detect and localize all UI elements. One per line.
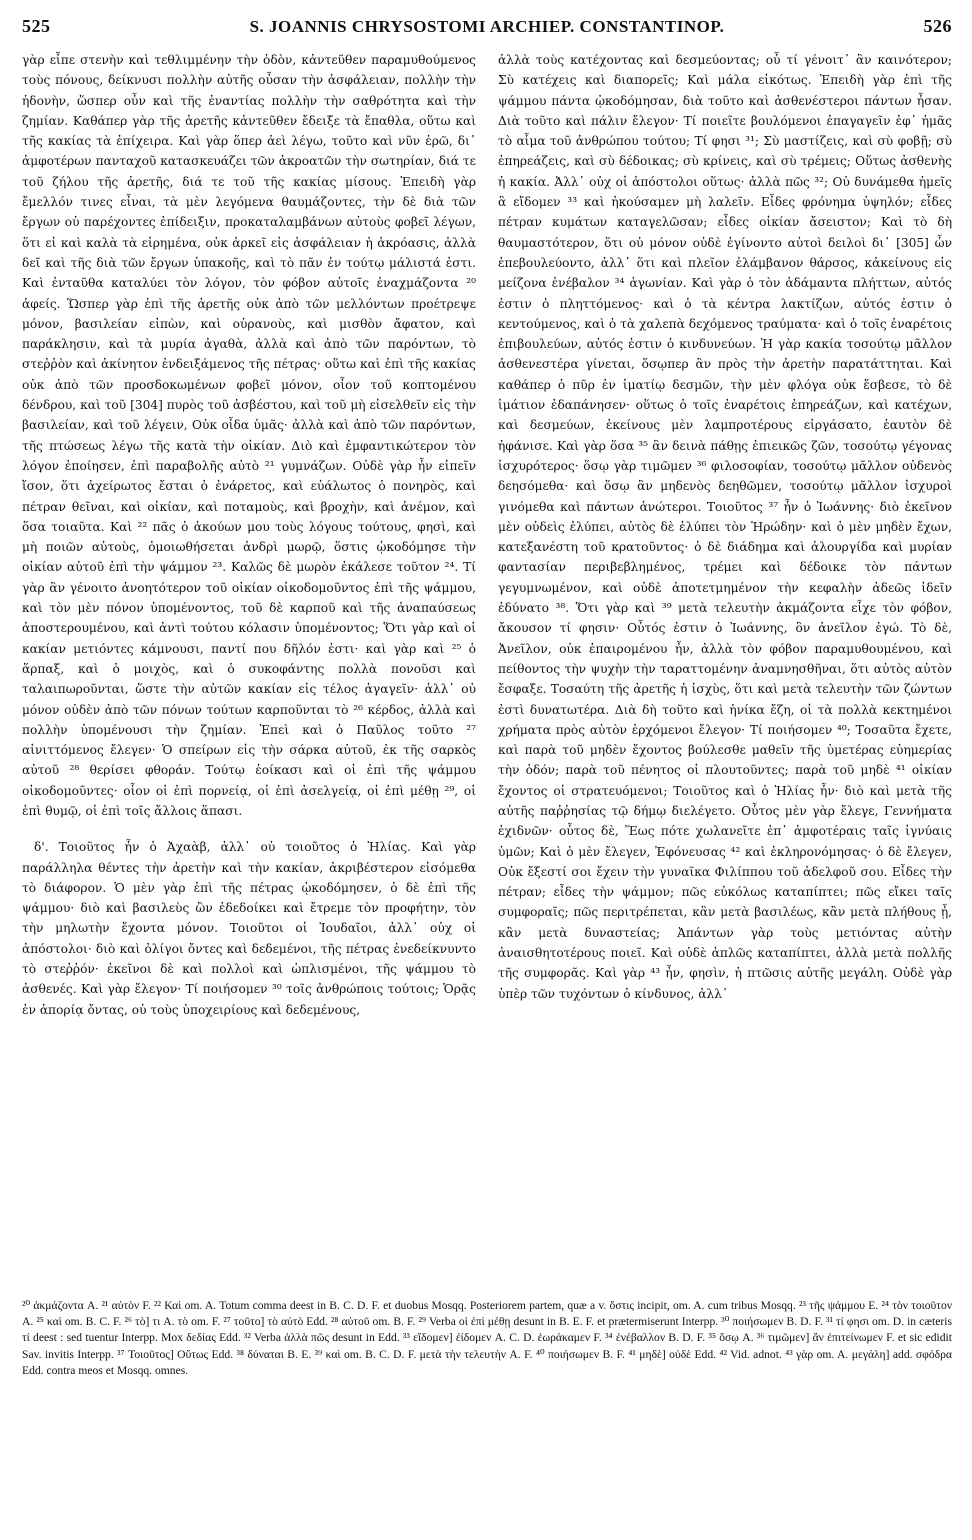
running-title: S. JOANNIS CHRYSOSTOMI ARCHIEP. CONSTANTINOP. — [249, 17, 725, 36]
footnotes: ²⁰ ἀκμάζοντα A. ²¹ αὐτὸν F. ²² Καὶ om. A. Totum comma deest in B. C. D. F. et duobus Mosqq. Posteriorem partem, quæ a v. ὅστις incipit, om. A. cum tribus Mosqq. ²³ τῆς ψάμμου E. ²⁴ τὸν τοιοῦτον A. ²⁵ καὶ om. B. C. F. ²⁶ τὸ] τι A. τὸ om. F. ²⁷ τοῦτο] τὸ αὐτὸ Edd. ²⁸ αὐτοῦ om. B. F. ²⁹ Verba οἱ ἐπὶ μέθῃ desunt in B. E. F. et prætermiserunt Interpp. ³⁰ ποιήσωμεν B. D. F. ³¹ τί φησι om. D. in cæteris τί deest : sed tuentur Interpp. Mox δεδίας Edd. ³² Verba ἀλλὰ πῶς desunt in Edd. ³³ εἴδομεν] ἐίδομεν A. C. D. ἑωράκαμεν F. ³⁴ ἐνέβαλλον B. D. F. ³⁵ ὅσῳ A. ³⁶ τιμῶμεν] ἂν ἐπιτείνωμεν F. et sic edidit Sav. invitis Interpp. ³⁷ Τοιοῦτος] Οὕτως Edd. ³⁸ δύναται B. E. ³⁹ καὶ om. B. C. D. F. μετὰ τὴν τελευτὴν A. F. ⁴⁰ ποιήσωμεν B. F. ⁴¹ μηδὲ] οὐδὲ Edd. ⁴² Vid. adnot. ⁴³ γὰρ om. A. μεγάλη] add. σφόδρα Edd. contra meos et Mosqq. omnes. — [22, 1299, 952, 1377]
left-column — [22, 50, 476, 1294]
right-page-number: 526 — [923, 16, 952, 36]
page — [22, 16, 952, 1526]
right-paragraph-1: ἀλλὰ τοὺς κατέχοντας καὶ δεσμεύοντας; οὗ τί γένοιτ᾽ ἂν καινότερον; Σὺ κατέχεις καὶ διαπορεῖς; Καὶ μάλα εἰκότως. Ἐπειδὴ γὰρ ἐπὶ τῆς ψάμμου πάντα ᾠκοδόμησαν, διὰ τοῦτο καὶ ἀσθενέστεροι πάντων ἦσαν. Διὰ τοῦτο καὶ πάλιν ἔλεγον· Τί ποιεῖτε βουλόμενοι ἐπαγαγεῖν ἐφ᾽ ἡμᾶς τὸ αἷμα τοῦ ἀνθρώπου τούτου; Τί φησι ³¹; Σὺ μαστίζεις, καὶ σὺ φοβῇ; σὺ ἐπηρεάζεις, καὶ σὺ δέδοικας; σὺ κρίνεις, καὶ σὺ τρέμεις; Οὕτως ἀσθενὴς ἡ κακία. Ἀλλ᾽ οὐχ οἱ ἀπόστολοι οὕτως· ἀλλὰ πῶς ³²; Οὐ δυνάμεθα ἡμεῖς ἃ εἴδομεν ³³ καὶ ἠκούσαμεν μὴ λαλεῖν. Εἶδες φρόνημα ὑψηλόν; εἶδες πέτραν κυμάτων καταγελῶσαν; εἶδες οἰκίαν ἄσειστον; Καὶ τὸ δὴ θαυμαστότερον, ὅτι οὐ μόνον οὐδὲ ἐγίνοντο αὐτοὶ δειλοὶ δι᾽ [305] ὧν ἐπεβουλεύοντο, ἀλλ᾽ ὅτι καὶ πλεῖον ἐλάμβανον θάρσος, κἀκείνους εἰς μείζονα ἐνέβαλον ³⁴ ἀγωνίαν. Καὶ γὰρ ὁ τὸν ἀδάμαντα πλήττων, αὐτός ἐστιν ὁ πληττόμενος· καὶ ὁ τὰ κέντρα λακτίζων, αὐτός ἐστιν ὁ κεντούμενος, καὶ ὁ τὰ χαλεπὰ δεχόμενος τραύματα· καὶ ὁ τοῖς ἐναρέτοις ἐπιβουλεύων, αὐτός ἐστιν ὁ κινδυνεύων. Ἡ γὰρ κακία τοσούτῳ μᾶλλον ἀσθενεστέρα γίνεται, ὅσῳπερ ἂν πρὸς τὴν ἀρετὴν παρατάττηται. Καὶ καθάπερ ὁ πῦρ ἐν ἱματίῳ δεσμῶν, τὴν μὲν φλόγα οὐκ ἔσβεσε, τὸ δὲ ἱμάτιον ἐδαπάνησεν· οὕτως ὁ τοῖς ἐναρέτοις ἐπηρεάζων, καὶ κατέχων, καὶ δεσμεύων, ἐκείνους μὲν λαμπροτέρους εἰργάσατο, ἑαυτὸν δὲ ἠφάνισε. Καὶ γὰρ ὅσα ³⁵ ἂν δεινὰ πάθῃς ἐπιεικῶς ζῶν, τοσούτῳ γέγονας ἰσχυρότερος· ὅσῳ γὰρ τιμῶμεν ³⁶ φιλοσοφίαν, τοσούτῳ μᾶλλον οὐδενὸς δεησόμεθα· καὶ ὅσῳ ἂν μηδενὸς δεηθῶμεν, τοσούτῳ μᾶλλον ἰσχυροὶ γινόμεθα καὶ πάντων ἀνώτεροι. Τοιοῦτος ³⁷ ἦν ὁ Ἰωάννης· διὸ ἐκεῖνον μὲν οὐδεὶς ἐλύπει, αὐτὸς δὲ ἐλύπει τὸν Ἡρώδην· καὶ ὁ μὲν μηδὲν ἔχων, κατεξανέστη τοῦ κρατοῦντος· ὁ δὲ διάδημα καὶ ἁλουργίδα καὶ μυρίαν φαντασίαν περιβεβλημένος, τρέμει καὶ δέδοικε τὸν πάντων γεγυμνωμένον, καὶ οὐδὲ ἀποτετμημένον τὴν κεφαλὴν ἀδεῶς ἰδεῖν ἐδύνατο ³⁸. Ὅτι γὰρ καὶ ³⁹ μετὰ τελευτὴν ἀκμάζοντα εἶχε τὸν φόβον, ἄκουσον τί φησιν· Οὗτός ἐστιν ὁ Ἰωάννης, ὃν ἀνεῖλον ἐγώ. Τὸ δὲ, Ἀνεῖλον, οὐκ ἐπαιρομένου ἦν, ἀλλὰ τὸν φόβον παραμυθουμένου, καὶ πείθοντος τὴν ψυχὴν τὴν ταραττομένην ἀναμνησθῆναι, ὅτι αὐτὸς αὐτὸν ἔσφαξε. Τοσαύτη τῆς ἀρετῆς ἡ ἰσχὺς, ὅτι καὶ μετὰ τελευτὴν τῶν ζώντων ἐστὶ δυνατωτέρα. Διὰ δὴ τοῦτο καὶ ἡνίκα ἔζη, οἱ τὰ πολλὰ κεκτημένοι χρήματα πρὸς αὐτὸν ἐρχόμενοι ἔλεγον· Τί ποιήσομεν ⁴⁰; Τοσαῦτα ἔχετε, καὶ παρὰ τοῦ μηδὲν ἔχοντος βούλεσθε μαθεῖν τῆς ὑμετέρας εὐημερίας τὴν ὁδόν; παρὰ τοῦ πένητος οἱ πλουτοῦντες; παρὰ τοῦ μηδὲ ⁴¹ οἰκίαν ἔχοντος οἱ στρατευόμενοι; Τοιοῦτος καὶ ὁ Ἠλίας ἦν· διὸ καὶ μετὰ τῆς αὐτῆς παῤῥησίας τῷ δήμῳ διελέγετο. Οὗτος μὲν γὰρ ἔλεγε, Γεννήματα ἐχιδνῶν· οὗτος δὲ, Ἕως πότε χωλανεῖτε ἐπ᾽ ἀμφοτέραις ταῖς ἰγνύαις ὑμῶν; Καὶ ὁ μὲν ἔλεγεν, Ἐφόνευσας ⁴² καὶ ἐκληρονόμησας· ὁ δὲ ἔλεγεν, Οὐκ ἔξεστί σοι ἔχειν τὴν γυναῖκα Φιλίππου τοῦ ἀδελφοῦ σου. Εἶδες τὴν πέτραν; εἶδες τὴν ψάμμον; πῶς εὐκόλως καταπίπτει; πῶς εἴκει ταῖς συμφοραῖς; πῶς περιτρέπεται, κἂν μετὰ βασιλέως, κἂν μετὰ πλήθους ᾖ, κἂν μετὰ δυναστείας; Ἀπάντων γὰρ τοὺς μετιόντας αὐτὴν ἀναισθητοτέρους ποιεῖ. Καὶ οὐδὲ ἁπλῶς καταπίπτει, ἀλλὰ μετὰ πολλῆς τῆς συμφορᾶς. Καὶ γὰρ ⁴³ ἦν, φησὶν, ἡ πτῶσις αὐτῆς μεγάλη. Οὐδὲ γὰρ ὑπὲρ τῶν τυχόντων ὁ κίνδυνος, ἀλλ᾽ — [498, 53, 952, 1001]
right-column — [498, 50, 952, 1294]
left-paragraph-1: γὰρ εἶπε στενὴν καὶ τεθλιμμένην τὴν ὁδὸν, κἀντεῦθεν παραμυθούμενος τοὺς πόνους, δείκνυσι πολλὴν αὐτῆς οὖσαν τὴν ἀσφάλειαν, πολλὴν τὴν ἡδονὴν, ὥσπερ οὖν καὶ τῆς ἐναντίας πολλὴν τὴν σαθρότητα καὶ τὴν ζημίαν. Καθάπερ γὰρ τῆς ἀρετῆς κἀντεῦθεν ἔδειξε τὰ ἔπαθλα, οὕτω καὶ τῆς κακίας τὰ ἐπίχειρα. Καὶ γὰρ ὅπερ ἀεὶ λέγω, τοῦτο καὶ νῦν ἐρῶ, δι᾽ ἀμφοτέρων πανταχοῦ κατασκευάζει τῶν ἀκροατῶν τὴν σωτηρίαν, διά τε τοῦ ζήλου τῆς ἀρετῆς, διά τε τοῦ τῆς κακίας μίσους. Ἐπειδὴ γὰρ ἔμελλόν τινες εἶναι, τὰ μὲν λεγόμενα θαυμάζοντες, τὴν δὲ διὰ τῶν ἔργων οὐ παρέχοντες ἐπίδειξιν, προκαταλαμβάνων αὐτοὺς φοβεῖ λέγων, ὅτι εἰ καὶ καλὰ τὰ εἰρημένα, οὐκ ἀρκεῖ εἰς ἀσφάλειαν ἡ ἀκρόασις, ἀλλὰ δεῖ καὶ τῆς διὰ τῶν ἔργων ὑπακοῆς, καὶ τὸ πᾶν ἐν τούτῳ μάλιστά ἐστι. Καὶ ἐνταῦθα καταλύει τὸν λόγον, τὸν φόβον αὐτοῖς ἐναχμάζοντα ²⁰ ἀφείς. Ὥσπερ γὰρ ἐπὶ τῆς ἀρετῆς οὐκ ἀπὸ τῶν μελλόντων προέτρεψε μόνον, βασιλείαν εἰπὼν, καὶ οὐρανοὺς, καὶ μισθὸν ἄφατον, καὶ παράκλησιν, καὶ τὰ μυρία ἀγαθὰ, ἀλλὰ καὶ ἀπὸ τῶν παρόντων, τὸ στεῤῥὸν καὶ ἀκίνητον ἐνδειξάμενος τῆς πέτρας· οὕτω καὶ ἐπὶ τῆς κακίας οὐκ ἀπὸ τῶν προσδοκωμένων φοβεῖ μόνον, οἷον τοῦ κοπτομένου δένδρου, καὶ τοῦ [304] πυρὸς τοῦ ἀσβέστου, καὶ τοῦ μὴ εἰσελθεῖν εἰς τὴν βασιλείαν, καὶ τοῦ λέγειν, Οὐκ οἶδα ὑμᾶς· ἀλλὰ καὶ ἀπὸ τῶν παρόντων, τῆς πτώσεως λέγω τῆς κατὰ τὴν οἰκίαν. Διὸ καὶ ἐμφαντικώτερον τὸν λόγον ἐποίησεν, ἐπὶ παραβολῆς αὐτὸ ²¹ γυμνάζων. Οὐδὲ γὰρ ἦν εἰπεῖν ἴσον, ὅτι ἀχείρωτος ἔσται ὁ ἐνάρετος, καὶ εὐάλωτος ὁ πονηρὸς, καὶ πέτραν θεῖναι, καὶ οἰκίαν, καὶ ποταμοὺς, καὶ βροχὴν, καὶ ἀνέμον, καὶ ὅσα τοιαῦτα. Καὶ ²² πᾶς ὁ ἀκούων μου τοὺς λόγους τούτους, φησὶ, καὶ μὴ ποιῶν αὐτοὺς, ὁμοιωθήσεται ἀνδρὶ μωρῷ, ὅστις ᾠκοδόμησε τὴν οἰκίαν αὐτοῦ ἐπὶ τὴν ψάμμον ²³. Καλῶς δὲ μωρὸν ἐκάλεσε τοῦτον ²⁴. Τί γὰρ ἂν γένοιτο ἀνοητότερον τοῦ οἰκίαν οἰκοδομοῦντος ἐπὶ τῆς ψάμμου, καὶ τὸν μὲν πόνον ὑπομένοντος, τοῦ δὲ καρποῦ καὶ τῆς ἀναπαύσεως ἀποστερουμένου, καὶ ἀντὶ τούτου κόλασιν ὑπομένοντος; Ὅτι γὰρ καὶ οἱ κακίαν μετιόντες κάμνουσι, παντί που δῆλόν ἐστι· καὶ γὰρ καὶ ²⁵ ὁ ἅρπαξ, καὶ ὁ μοιχὸς, καὶ ὁ συκοφάντης πολλὰ πονοῦσι καὶ ταλαιπωροῦνται, ὥστε τὴν αὐτῶν κακίαν εἰς τέλος ἀγαγεῖν· ἀλλ᾽ οὐ μόνον οὐδὲν ἀπὸ τῶν πόνων τούτων καρποῦνται τὸ ²⁶ κέρδος, ἀλλὰ καὶ πολλὴν ὑπομένουσι τὴν ζημίαν. Ἐπεὶ καὶ ὁ Παῦλος τοῦτο ²⁷ αἰνιττόμενος ἔλεγεν· Ὁ σπείρων εἰς τὴν σάρκα αὐτοῦ, ἐκ τῆς σαρκὸς αὐτοῦ ²⁸ θερίσει φθοράν. Τούτῳ ἐοίκασι καὶ οἱ ἐπὶ τῆς ψάμμου οἰκοδομοῦντες· οἷον οἱ ἐπὶ πορνείᾳ, οἱ ἐπὶ ἀσελγείᾳ, οἱ ἐπὶ μέθῃ ²⁹, οἱ ἐπὶ θυμῷ, οἱ ἐπὶ τοῖς ἄλλοις ἅπασι. — [22, 53, 476, 818]
left-paragraph-2: δ'. Τοιοῦτος ἦν ὁ Ἀχαὰβ, ἀλλ᾽ οὐ τοιοῦτος ὁ Ἠλίας. Καὶ γὰρ παράλληλα θέντες τὴν ἀρετὴν καὶ τὴν κακίαν, ἀκριβέστερον εἰσόμεθα τὸ διάφορον. Ὁ μὲν γὰρ ἐπὶ τῆς πέτρας ᾠκοδόμησεν, ὁ δὲ ἐπὶ τῆς ψάμμου· διὸ καὶ βασιλεὺς ὢν ἐδεδοίκει καὶ ἔτρεμε τὸν προφήτην, τὸν τὴν μηλωτὴν ἔχοντα μόνον. Τοιοῦτοι οἱ Ἰουδαῖοι, ἀλλ᾽ οὐχ οἱ ἀπόστολοι· διὸ καὶ ὀλίγοι ὄντες καὶ δεδεμένοι, τῆς πέτρας ἐνεδείκνυντο τὸ στεῤῥόν· ἐκεῖνοι δὲ καὶ πολλοὶ καὶ ὡπλισμένοι, τῆς ψάμμου τὸ ἀσθενές. Καὶ γὰρ ἔλεγον· Τί ποιήσομεν ³⁰ τοῖς ἀνθρώποις τούτοις; Ὁρᾷς ἐν ἀπορίᾳ ὄντας, οὐ τοὺς ὑποχειρίους καὶ δεδεμένους, — [22, 840, 476, 1017]
text-columns — [22, 50, 952, 1294]
left-page-number: 525 — [22, 16, 51, 36]
running-head — [22, 16, 952, 50]
